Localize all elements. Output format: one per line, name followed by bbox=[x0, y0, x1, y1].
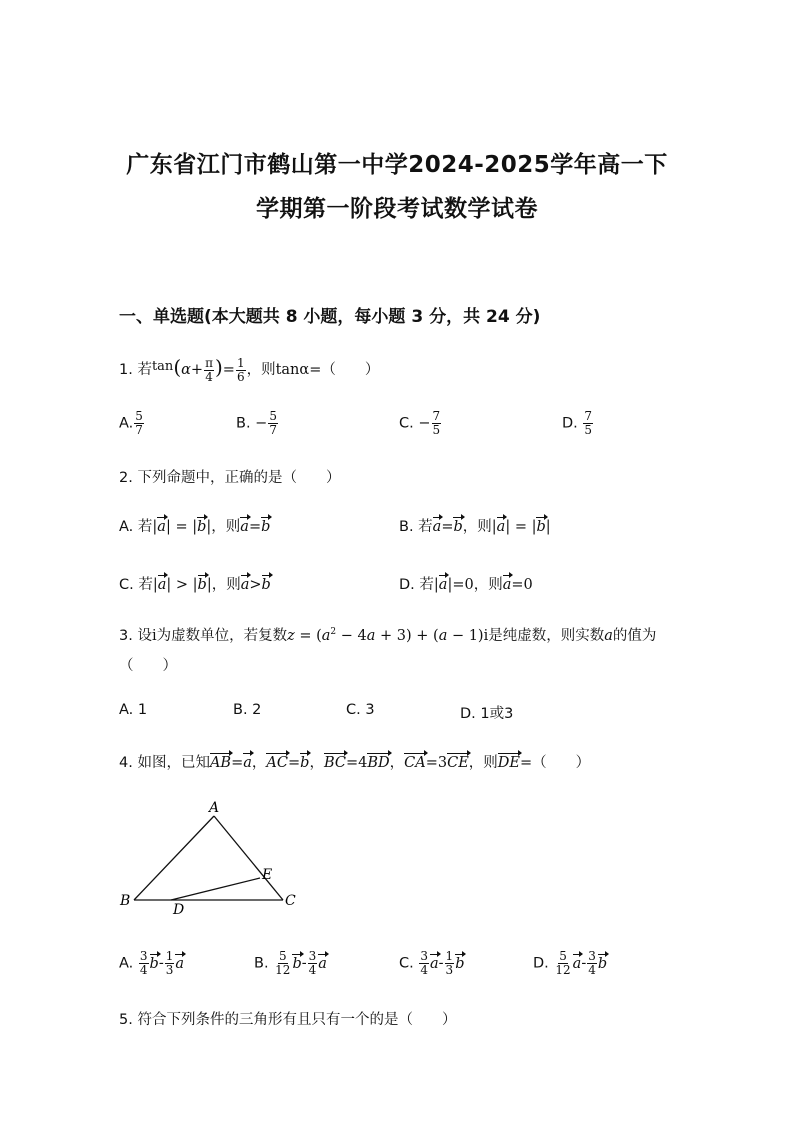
q1-tail: =（ ） bbox=[309, 362, 380, 378]
q2-option-b[interactable]: B. 若a=b，则|a| = |b| bbox=[399, 519, 551, 535]
label-c: C bbox=[285, 893, 296, 909]
q1-plus: + bbox=[190, 362, 204, 378]
label-e: E bbox=[262, 867, 273, 883]
question-3: 3. 设i为虚数单位，若复数$z = (a^2 - 4a + 3) + (a - 1)i$是纯虚数，则实数a的值为 bbox=[119, 627, 657, 644]
q1-option-d[interactable]: D. $\frac{7}{5}$ bbox=[562, 409, 593, 437]
section-heading: 一、单选题(本大题共 8 小题，每小题 3 分，共 24 分) bbox=[119, 307, 541, 327]
q1-pi-over-4: $\frac{\pi}{4}$ bbox=[205, 355, 213, 384]
q3-option-c[interactable]: C. 3 bbox=[346, 702, 375, 718]
q2-option-d[interactable]: D. 若|a|=0，则a=0 bbox=[399, 577, 533, 593]
q1-alpha: α bbox=[181, 362, 191, 378]
q1-number: 1. bbox=[119, 362, 133, 378]
q3-option-a[interactable]: A. 1 bbox=[119, 702, 148, 718]
q1-mid: ，则 bbox=[246, 362, 276, 378]
question-3-cont: （ ） bbox=[119, 658, 177, 674]
q3-option-d[interactable]: D. 1或3 bbox=[460, 706, 514, 722]
side-ab bbox=[134, 816, 214, 900]
exam-title-line2: 学期第一阶段考试数学试卷 bbox=[256, 196, 538, 222]
label-b: B bbox=[120, 893, 131, 909]
segment-de bbox=[171, 878, 260, 900]
label-d: D bbox=[173, 902, 185, 918]
q1-tan: tan bbox=[151, 359, 174, 374]
q2-option-c[interactable]: C. 若|a| > |b|，则a>b bbox=[119, 577, 271, 593]
q1-option-a[interactable]: A. $\frac{5}{7}$ bbox=[119, 409, 143, 437]
q1-ask: tanα bbox=[275, 362, 310, 378]
question-1: 1. 若tan(α+ $\frac{\pi}{4}$ )= $\frac{1}{6}$ ，则tanα=（ ） bbox=[119, 355, 380, 384]
q1-option-c[interactable]: C. − $\frac{7}{5}$ bbox=[399, 409, 441, 437]
q1-rhs: $\frac{1}{6}$ bbox=[236, 355, 245, 384]
q4-option-a[interactable]: A. $\frac{3}{4}$ b- $\frac{1}{3}$ a bbox=[119, 949, 185, 977]
q1-option-b[interactable]: B. − $\frac{5}{7}$ bbox=[236, 409, 277, 437]
q3-option-b[interactable]: B. 2 bbox=[233, 702, 262, 718]
q2-option-a[interactable]: A. 若|a| = |b|，则a=b bbox=[119, 519, 271, 535]
question-5: 5. 符合下列条件的三角形有且只有一个的是（ ） bbox=[119, 1012, 457, 1028]
question-4: 4. 如图，已知AB=a，AC=b，BC=4BD，CA=3CE，则DE=（ ） bbox=[119, 755, 591, 771]
q2-stem: 下列命题中，正确的是（ ） bbox=[137, 470, 341, 486]
q4-option-b[interactable]: B. $\frac{5}{12}$ b- $\frac{3}{4}$ a bbox=[254, 949, 327, 977]
q5-stem: 符合下列条件的三角形有且只有一个的是（ ） bbox=[137, 1012, 457, 1028]
q4-option-c[interactable]: C. $\frac{3}{4}$ a- $\frac{1}{3}$ b bbox=[399, 949, 465, 977]
label-a: A bbox=[209, 800, 220, 816]
q1-prefix: 若 bbox=[137, 362, 152, 378]
triangle-figure bbox=[110, 800, 310, 920]
question-2: 2. 下列命题中，正确的是（ ） bbox=[119, 470, 341, 486]
q4-option-d[interactable]: D. $\frac{5}{12}$ a- $\frac{3}{4}$ b bbox=[533, 949, 608, 977]
q1-eq: = bbox=[222, 362, 235, 378]
exam-title-line1: 广东省江门市鹤山第一中学2024-2025学年高一下 bbox=[126, 152, 668, 178]
